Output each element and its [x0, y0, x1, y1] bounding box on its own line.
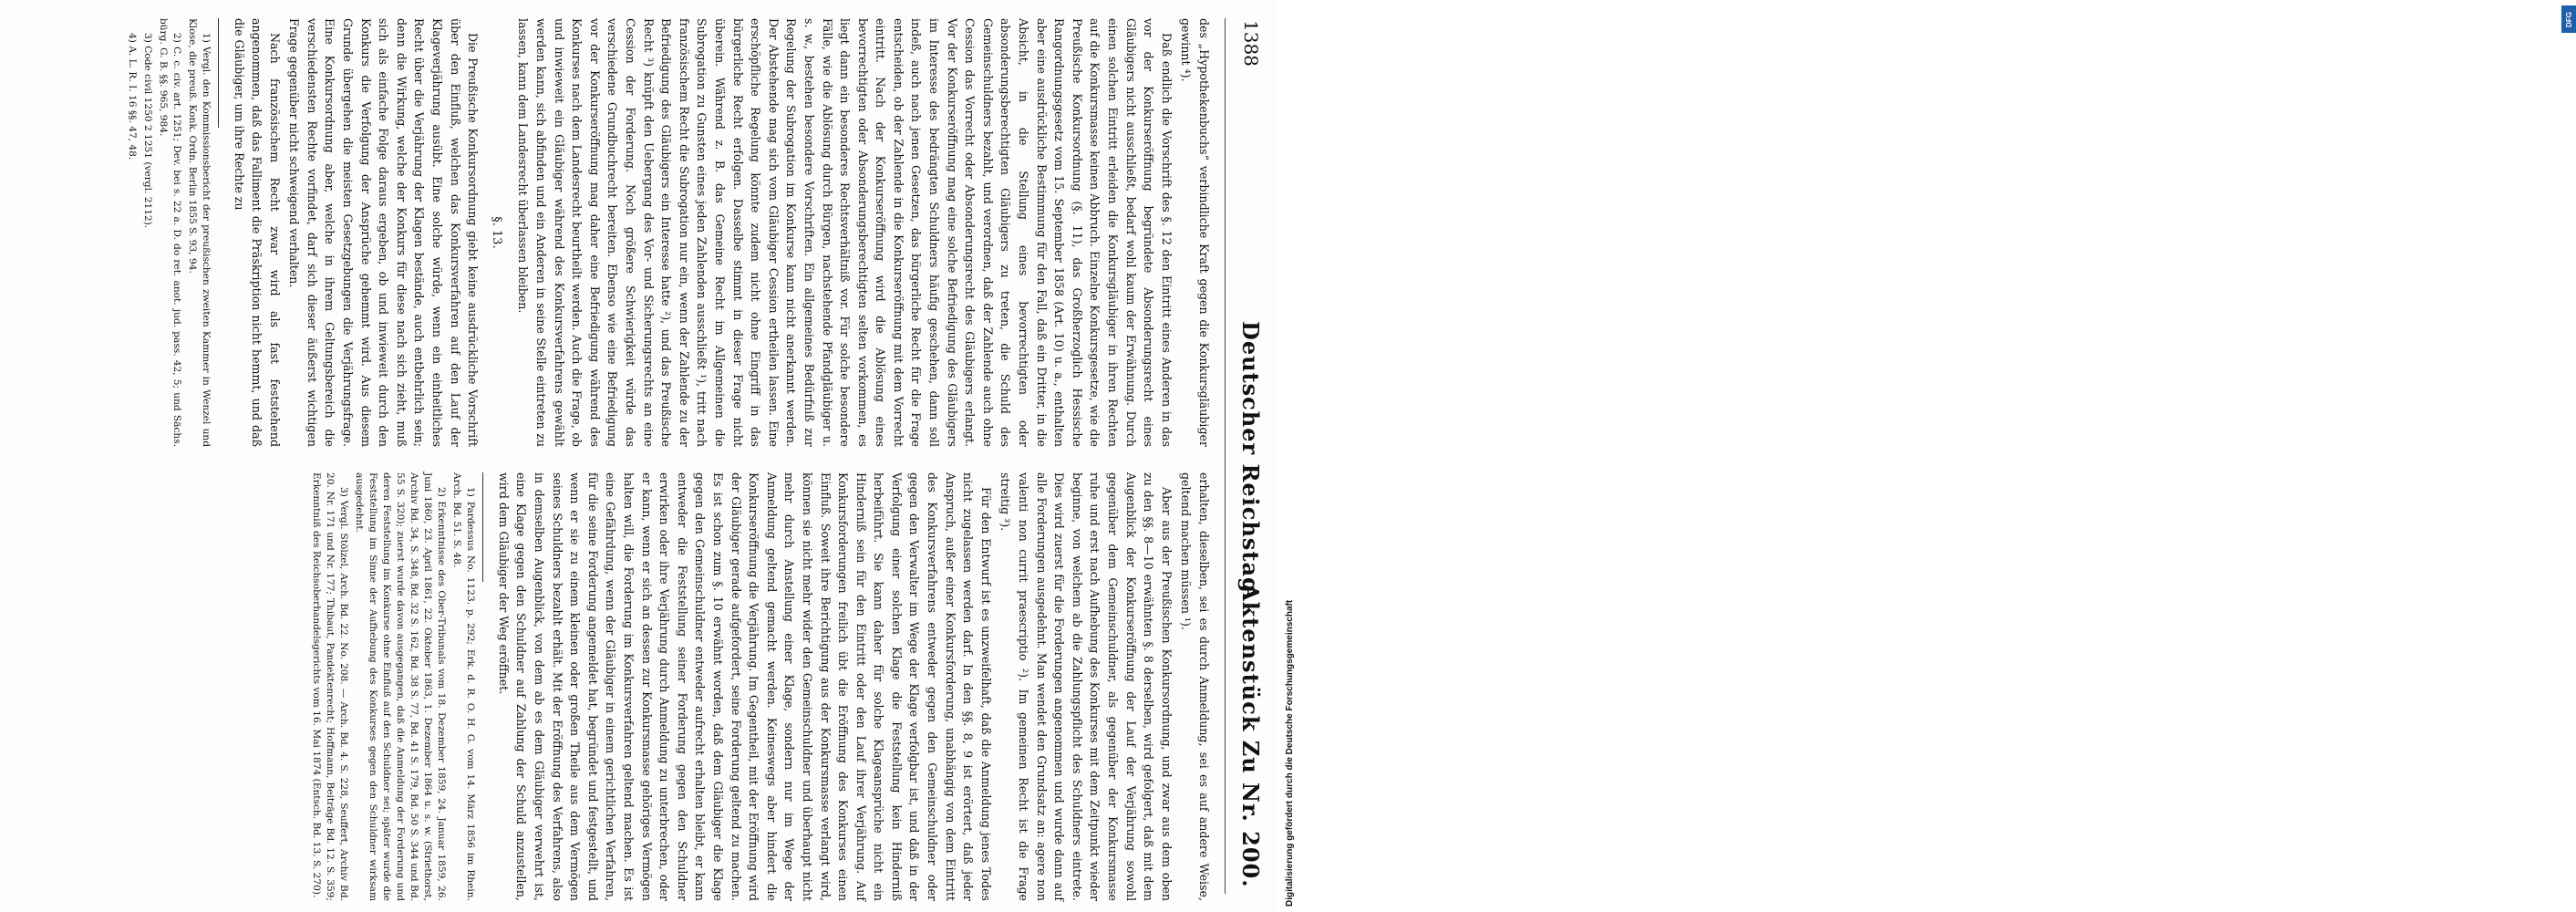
page-header [1222, 0, 1277, 912]
section-title: §. 13. [489, 216, 503, 249]
footnote: 1) Vergl. den Kommissionsbericht der preußischen zweiten Kammer in Wenzel und Klose, die preuß. Konk. Ordn. Berlin 1855 S. 93, 94. [186, 18, 212, 447]
scanned-page [0, 0, 1277, 912]
paragraph: erhalten, dieselben, sei es durch Anmeldung, sei es auf andere Weise, geltend machen müssen ¹). [1179, 472, 1211, 901]
dfg-logo-text: DFG [2564, 11, 2573, 27]
left-column [123, 18, 1213, 447]
footnote: 2) C. c. civ. art. 1251; Dev. bei s. 22 a. D. do ret. anot. jud. pass. 42, 5; und Sächs. bürg. G. B. §§. 965, 984. [157, 18, 182, 447]
footnote: 4) A. L. R. I. 16 §§. 47, 48. [126, 33, 138, 161]
running-title: Deutscher Reichstag. [1237, 321, 1264, 603]
paragraph: Nach französischem Recht zwar wird als fast feststehend angenommen, daß das Falliment die Präskription nicht hemmt, und daß die Gläubiger, um ihre Rechte zu [232, 18, 282, 447]
dfg-logo-icon [2561, 5, 2576, 33]
footnote-rule [218, 18, 219, 128]
footnote: 3) Code civil 1250 2 1251 (vergl. 2112). [141, 33, 153, 229]
funding-notice: Digitalisierung gefördert durch die Deutsche Forschungsgemeinschaft [1285, 599, 1295, 907]
funding-strip [1277, 0, 2573, 912]
paragraph: Die Preußische Konkursordnung giebt keine ausdrückliche Vorschrift über den Einfluß, welchen das Konkursverfahren auf den Lauf der Klageverjährung ausübt. Eine solche würde, wenn ein einheitliches Recht über die Verjährung der Klagen bestände, auch entbehrlich sein; denn die Wirkung, welche der Konkurs für diese nach sich zieht, muß sich als einfache Folge daraus ergeben, ob und inwieweit durch den Konkurs die Verfolgung der Ansprüche gehemmt wird. Aus diesem Grunde übergehen die meisten Gesetzgebungen die Verjährungsfrage. Eine Konkursordnung aber, welche in ihrem Geltungsbereich die verschiedensten Rechte vorfindet, darf sich dieser äußerst wichtigen Frage gegenüber nicht schweigend verhalten. [287, 18, 481, 447]
page-number: 1388 [1240, 20, 1262, 67]
paragraph: Aber aus der Preußischen Konkursordnung, und zwar aus dem oben zu den §§. 8—10 erwähnten §. 8 derselben, wird gefolgert, daß mit dem Augenblick der Konkurseröffnung der Lauf der Verjährung sowohl gegenüber dem Gemeinschuldner, als gegenüber der Konkursmasse ruhe und erst nach Aufhebung des Konkurses mit dem Zeitpunkt wieder beginne, von welchem ab die Zahlungspflicht des Schuldners eintrete. Dies wird zuerst für die Forderungen angenommen und wurde dann auf alle Forderungen ausgedehnt. Man wendet den Grundsatz an: agere non valenti non currit praescriptio ²). Im gemeinen Recht ist die Frage streitig ³). [998, 472, 1174, 901]
paragraph: des „Hypothekenbuchs“ verbindliche Kraft gegen die Konkursgläubiger gewinnt ⁴). [1179, 18, 1211, 447]
footnote-rule [482, 472, 483, 582]
paragraph: Für den Entwurf ist es unzweifelhaft, daß die Anmeldung jenes Todes nicht zugelassen werden darf. In den §§. 8, 9 ist erörtert, daß jeder Anspruch, außer einer Konkursforderung, unabhängig von dem Eintritt des Konkursverfahrens entweder gegen den Gemeinschuldner oder gegen den Verwalter im Wege der Klage verfolgbar ist, und daß in der Verfolgung einer solchen Klage die Feststellung kein Hinderniß herbeiführt. Sie kann daher für solche Klageansprüche nicht ein Hinderniß sein für den Eintritt oder den Lauf ihrer Verjährung. Auf Konkursforderungen freilich übt die Eröffnung des Konkurses einen Einfluß. Soweit ihre Berichtigung aus der Konkursmasse verlangt wird, können sie nicht mehr wider den Gemeinschuldner und überhaupt nicht mehr durch Anstellung einer Klage, sondern nur im Wege der Anmeldung geltend gemacht werden. Keineswegs aber hindert die Konkurseröffnung die Verjährung. Im Gegentheil, mit der Eröffnung wird der Gläubiger gerade aufgefordert, seine Forderung geltend zu machen. Es ist schon zum §. 10 erwähnt worden, daß dem Gläubiger die Klage gegen den Gemeinschuldner entweder aufrecht erhalten bleibt, er kann entweder die Feststellung seiner Forderung gegen den Schuldner erwirken oder ihre Verjährung durch Anmeldung zu unterbrechen, oder er kann, wenn er sich an dessen zur Konkursmasse gehöriges Vermögen halten will, die Forderung im Konkursverfahren geltend machen. Es ist eine Gefährdung, wenn der Gläubiger in einem gerichtlichen Verfahren, für die seine Forderung angemeldet hat, begründet und festgestellt, und wenn er sie zu einem kleinen oder großen Theile aus dem Vermögen seines Schuldners bezahlt erhält. Mit der Eröffnung des Verfahrens, also in demselben Augenblick, von dem ab es dem Gläubiger verwehrt ist, eine Klage gegen den Schuldner auf Zahlung der Schuld anzustellen, wird dem Gläubiger der Weg eröffnet. [496, 472, 993, 901]
footnote: 3) Vergl. Stölzel, Arch. Bd. 22. No. 208. — Arch. Bd. 4. S. 228, Seuffert, Archiv Bd. 20. Nr. 171 und Nr. 177; Thibaut, Pandektenrecht; Hoffmann, Beiträge Bd. 12. S. 359; Erkenntniß des Reichsoberhandelsgerichts vom 16. Mai 1874 (Entsch. Bd. 13. S. 270). [311, 472, 350, 901]
footnote: 1) Pardessus No. 1123. p. 292; Erk. d. R. O. H. G. vom 14. März 1856 im Rhein. Arch. Bd. 51. S. 48. [451, 472, 477, 901]
rotated-page-content [0, 0, 1277, 912]
right-column [307, 472, 1213, 901]
header-rule [1225, 18, 1226, 894]
appendix-title: Aktenstück Zu Nr. 200. [1237, 584, 1264, 888]
footnote: 2) Erkenntnisse des Ober-Tribunals vom 18. Dezember 1859, 24. Januar 1859, 26. Juni 1860, 23. April 1861, 22. Oktober 1863, 1. Dezember 1864 u. s. w. (Striethorst, Archiv Bd. 34, S. 348, Bd. 32 S. 162, Bd. 38 S. 77, Bd. 41 S. 179, Bd. 50 S. 344 und Bd. 55 S. 320); zuerst wurde davon ausgegangen, daß die Anmeldung der Forderung und deren Feststellung im Konkurse ohne Einfluß auf den Schuldner sei; später wurde die Feststellung im Sinne der Aufhebung des Konkurses gegen den Schuldner wirksam ausgedehnt. [354, 472, 448, 901]
paragraph: Daß endlich die Vorschrift des §. 12 den Eintritt eines Anderen in das vor der Konkurseröffnung begründete Absonderungsrecht eines Gläubigers nicht ausschließt, bedarf wohl kaum der Erwähnung. Durch einen solchen Eintritt erleiden die Konkursgläubiger in ihren Rechten auf die Konkursmasse keinen Abbruch. Einzelne Konkursgesetze, wie die Preußische Konkursordnung (§. 11), das Großherzoglich Hessische Rangordnungsgesetz vom 15. September 1858 (Art. 10) u. a., enthalten aber eine ausdrückliche Bestimmung für den Fall, daß ein Dritter, in die Absicht, in die Stellung eines bevorrechtigten oder absonderungsberechtigten Gläubigers zu treten, die Schuld des Gemeinschuldners bezahlt, und verordnen, daß der Zahlende auch ohne Cession das Vorrecht oder Absonderungsrecht des Gläubigers erlangt. Vor der Konkurseröffnung mag eine solche Befriedigung des Gläubigers im Interesse des bedrängten Schuldners häufig geschehen, dann soll indeß, auch nach jenen Gesetzen, das bürgerliche Recht für die Frage entscheiden, ob der Zahlende in die Konkurseröffnung mit dem Vorrecht eintritt. Nach der Konkurseröffnung wird die Ablösung eines bevorrechtigten oder Absonderungsberechtigten selten vorkommen, es liegt dann ein besonderes Rechtsverhältniß vor. Für solche besondere Fälle, wie die Ablösung durch Bürgen, nachstehende Pfandgläubiger u. s. w., bestehen besondere Vorschriften. Ein allgemeines Bedürfniß zur Regelung der Subrogation im Konkurse kann nicht anerkannt werden. Der Abstehende mag sich vom Gläubiger Cession ertheilen lassen. Eine erschöpfliche Regelung könnte zudem nicht ohne Eingriff in das bürgerliche Recht erfolgen. Dasselbe stimmt in dieser Frage nicht überein. Während z. B. das Gemeine Recht im Allgemeinen die Subrogation zu Gunsten eines jeden Zahlenden ausschließt ¹), tritt nach französischem Recht die Subrogation nur ein, wenn der Zahlende zu der Befriedigung des Gläubigers ein Interesse hatte ²), und das Preußische Recht ³) knüpft den Uebergang des Vor- und Sicherungsrechts an eine Cession der Forderung. Noch größere Schwierigkeit würde das verschiedene Grundbuchrecht bereiten. Ebenso wie eine Befriedigung vor der Konkurseröffnung mag daher eine Befriedigung während des Konkurses nach dem Landesrecht beurtheilt werden. Auch die Frage, ob und inwieweit ein Gläubiger während des Konkursverfahrens gewählt werden kann, sich abfinden und ein Anderen in seine Stelle eintreten zu lassen, kann dem Landesrecht überlassen bleiben. [516, 18, 1174, 447]
